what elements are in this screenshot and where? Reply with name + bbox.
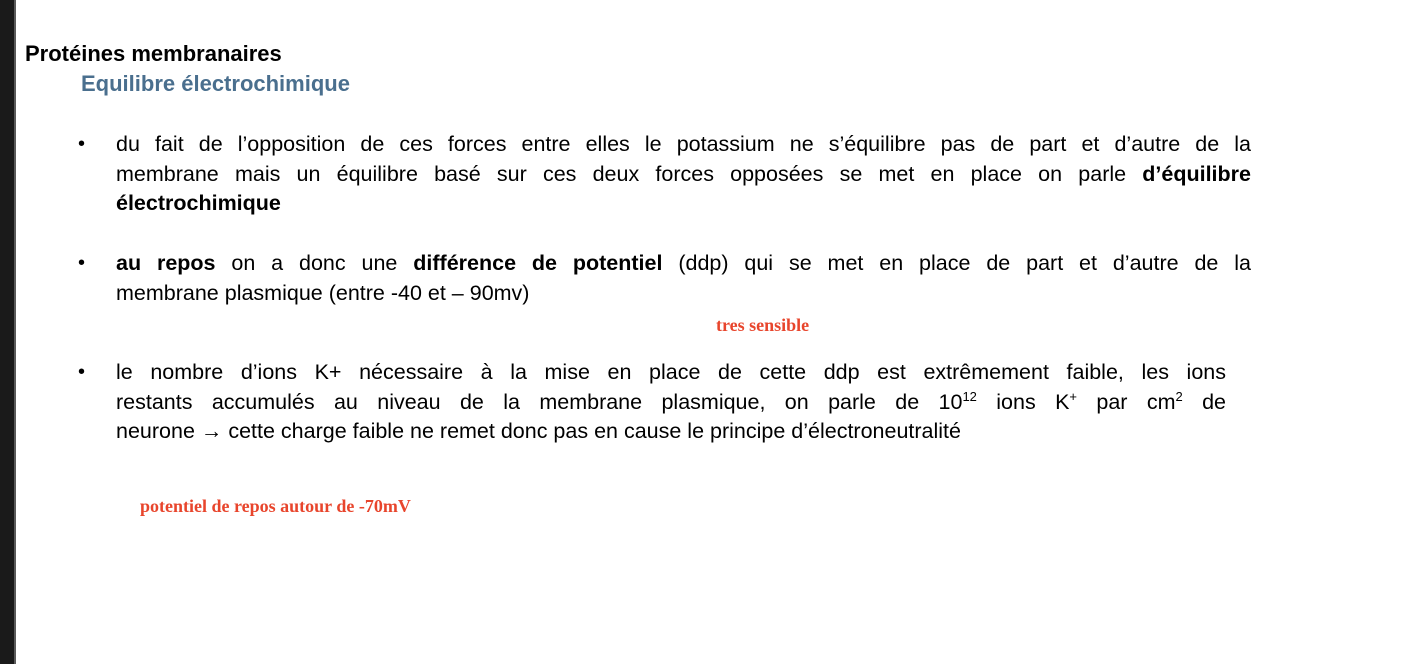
bullet-line xyxy=(116,130,1251,160)
text-run: le nombre d’ions K+ nécessaire à la mise en place de cette ddp est extrêmement faible, les ions xyxy=(116,360,1226,384)
bullet-line xyxy=(116,388,1226,418)
bold-term: différence de potentiel xyxy=(413,251,663,275)
text-run: membrane mais un équilibre basé sur ces deux forces opposées se met en place on parle xyxy=(116,161,1143,186)
slide-subtitle: Equilibre électrochimique xyxy=(81,71,350,96)
text-run: membrane plasmique (entre -40 et – 90mv) xyxy=(116,280,530,305)
bold-term: électrochimique xyxy=(116,191,281,215)
bullet-line xyxy=(116,417,1226,447)
window-left-border-highlight xyxy=(14,0,16,664)
superscript: 2 xyxy=(1175,388,1183,404)
text-run: ions K xyxy=(976,389,1070,414)
bold-term: au repos xyxy=(116,251,216,275)
bullet-text xyxy=(116,130,1251,219)
bullet-line xyxy=(116,189,1251,219)
bullet-line xyxy=(116,279,1251,309)
superscript: + xyxy=(1069,388,1078,404)
bullet-line xyxy=(116,358,1226,388)
text-run: (ddp) qui se met en place de part et d’autre de la xyxy=(662,251,1251,275)
bold-term: d’équilibre xyxy=(1142,161,1251,186)
text-run: on a donc une xyxy=(215,251,414,275)
bullet-marker: • xyxy=(78,252,86,274)
window-left-border xyxy=(0,0,14,664)
slide-title: Protéines membranaires xyxy=(25,41,282,66)
bullet-text xyxy=(116,249,1251,308)
bullet-marker: • xyxy=(78,361,86,383)
bullet-text xyxy=(116,358,1226,447)
bullet-marker: • xyxy=(78,133,86,155)
text-run: neurone → cette charge faible ne remet donc pas en cause le principe d’électroneutralité xyxy=(116,419,961,443)
text-run: de xyxy=(1182,389,1226,414)
bullet-line xyxy=(116,249,1251,279)
bullet-line xyxy=(116,160,1251,190)
superscript: 12 xyxy=(962,388,977,404)
annotation-note: tres sensible xyxy=(716,315,810,335)
text-run: par cm xyxy=(1077,389,1176,414)
annotation-note: potentiel de repos autour de -70mV xyxy=(140,496,411,516)
text-run: du fait de l’opposition de ces forces entre elles le potassium ne s’équilibre pas de part et d’autre de la xyxy=(116,132,1251,156)
text-run: restants accumulés au niveau de la membrane plasmique, on parle de 10 xyxy=(116,389,963,414)
